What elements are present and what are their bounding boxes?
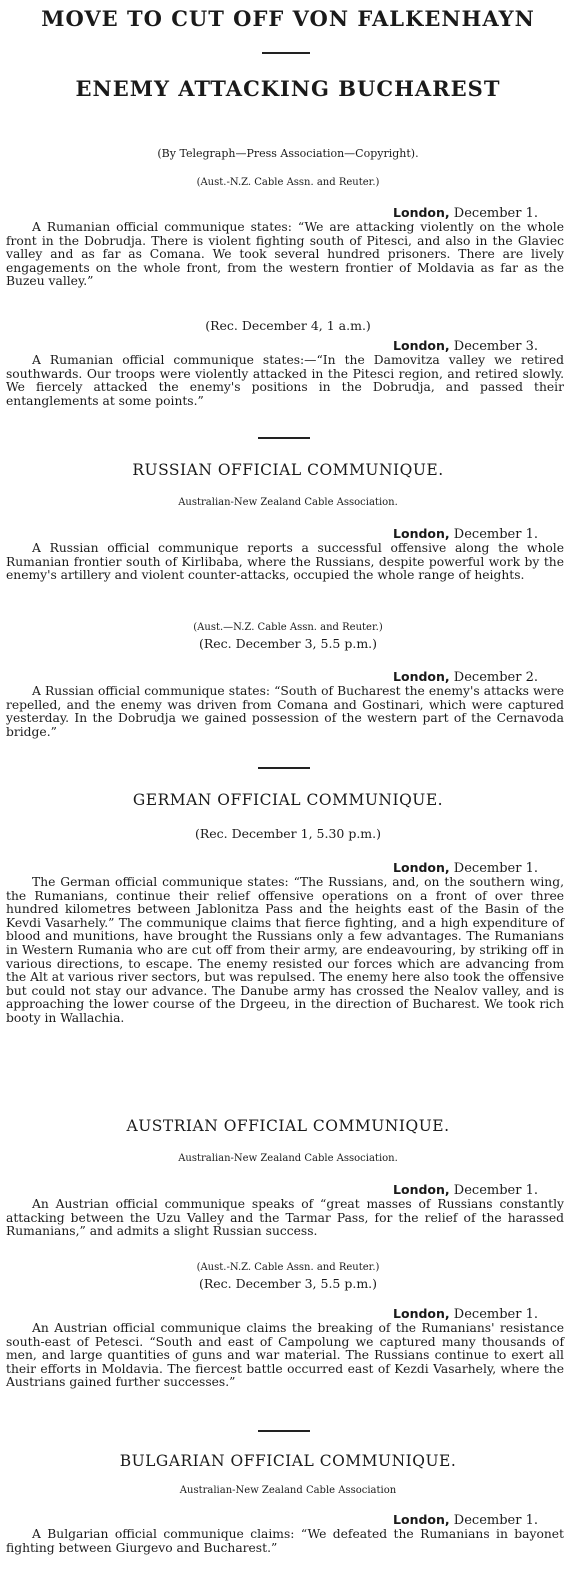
dateline-place: London, [393, 1306, 450, 1321]
dateline-date: December 1. [449, 861, 538, 876]
dateline-date: December 1. [449, 527, 538, 542]
dateline [393, 1512, 538, 1528]
austrian-section-title: AUSTRIAN OFFICIAL COMMUNIQUE. [126, 1117, 450, 1135]
dateline-place: London, [393, 1182, 450, 1197]
dateline-date: December 2. [449, 670, 538, 685]
dateline-place: London, [393, 860, 450, 875]
dateline [393, 1306, 538, 1322]
german-communique: The German official communique states: “The Russians, and, on the southern wing, the Rumanians, continue their relief offensive operations on a front of over three hundred kilometres between Jablonitza Pass and the heights east of the Basin of the Kevdi Vasarhely.” The communique claims that fierce fighting, and a high expenditure of blood and munitions, have brought the Russians only a few advantages. The Rumanians in Western Rumania who are cut off from their army, are endeavouring, by striking off in various directions, to escape. The enemy resisted our forces which are advancing from the Alt at various river sectors, but was repulsed. The enemy here also took the offensive but could not stay our advance. The Danube army has crossed the Nealov valley, and is approaching the lower course of the Drgeeu, in the direction of Bucharest. We took rich booty in Wallachia. [6, 875, 564, 1025]
german-received-note: (Rec. December 1, 5.30 p.m.) [194, 826, 382, 841]
dateline-date: December 1. [449, 206, 538, 221]
german-section-title: GERMAN OFFICIAL COMMUNIQUE. [132, 791, 444, 809]
sub-headline: ENEMY ATTACKING BUCHAREST [75, 76, 501, 101]
dateline-place: London, [393, 205, 450, 220]
russian-association: Australian-New Zealand Cable Association. [178, 497, 398, 508]
austrian-association: Australian-New Zealand Cable Association. [178, 1153, 398, 1164]
section-divider [258, 767, 310, 769]
dateline-place: London, [393, 338, 450, 353]
austrian-communique-2: An Austrian official communique claims the breaking of the Rumanians' resistance south-east of Petesci. “South and east of Campolung we captured many thousands of men, and large quantities of guns and war material. The Russians continue to exert all their efforts in Moldavia. The fiercest battle occurred east of Kezdi Vasarhely, where the Austrians gained further successes.” [6, 1321, 564, 1390]
dateline-date: December 1. [449, 1307, 538, 1322]
austrian-cable-credit: (Aust.-N.Z. Cable Assn. and Reuter.) [196, 1262, 380, 1273]
main-headline: MOVE TO CUT OFF VON FALKENHAYN [41, 6, 535, 31]
russian-communique-2: A Russian official communique states: “South of Bucharest the enemy's attacks were repelled, and the enemy was driven from Comana and Gostinari, which were captured yesterday. In the Dobrudja we gained possession of the western part of the Cernavoda bridge.” [6, 684, 564, 739]
telegraph-credit: (By Telegraph—Press Association—Copyright). [157, 147, 419, 160]
cable-credit: (Aust.-N.Z. Cable Assn. and Reuter.) [196, 177, 380, 188]
russian-section-title: RUSSIAN OFFICIAL COMMUNIQUE. [132, 461, 444, 479]
section-divider [258, 437, 310, 439]
austrian-communique-1: An Austrian official communique speaks of “great masses of Russians constantly attacking between the Uzu Valley and the Tarmar Pass, for the relief of the harassed Rumanians,” and admits a slight Russian success. [6, 1197, 564, 1239]
dateline-date: December 3. [449, 339, 538, 354]
russian-cable-credit: (Aust.—N.Z. Cable Assn. and Reuter.) [193, 622, 383, 633]
headline-divider [262, 52, 310, 54]
dateline [393, 669, 538, 685]
russian-communique-1: A Russian official communique reports a successful offensive along the whole Rumanian frontier south of Kirlibaba, where the Russians, despite powerful work by the enemy's artillery and violent counter-attacks, occupied the whole range of heights. [6, 541, 564, 583]
russian-received-note: (Rec. December 3, 5.5 p.m.) [198, 636, 378, 651]
dateline [393, 526, 538, 542]
dateline [393, 860, 538, 876]
dateline-date: December 1. [449, 1513, 538, 1528]
dateline-place: London, [393, 669, 450, 684]
dateline-date: December 1. [449, 1183, 538, 1198]
received-note: (Rec. December 4, 1 a.m.) [205, 318, 371, 333]
austrian-received-note: (Rec. December 3, 5.5 p.m.) [198, 1276, 378, 1291]
rumanian-communique-1: A Rumanian official communique states: “We are attacking violently on the whole front in the Dobrudja. There is violent fighting south of Pitesci, and also in the Glaviec valley and as far as Comana. We took several hundred prisoners. There are lively engagements on the whole front, from the western frontier of Moldavia as far as the Buzeu valley.” [6, 220, 564, 289]
rumanian-communique-2: A Rumanian official communique states:—“In the Damovitza valley we retired southwards. Our troops were violently attacked in the Pitesci region, and retired slowly. We fiercely attacked the enemy's positions in the Dobrudja, and passed their entanglements at some points.” [6, 353, 564, 408]
dateline [393, 338, 538, 354]
dateline [393, 205, 538, 221]
section-divider [258, 1430, 310, 1432]
dateline-place: London, [393, 1512, 450, 1527]
bulgarian-association: Australian-New Zealand Cable Association [179, 1485, 397, 1496]
bulgarian-communique: A Bulgarian official communique claims: “We defeated the Rumanians in bayonet fighting between Giurgevo and Bucharest.” [6, 1527, 564, 1555]
dateline [393, 1182, 538, 1198]
bulgarian-section-title: BULGARIAN OFFICIAL COMMUNIQUE. [119, 1452, 457, 1470]
dateline-place: London, [393, 526, 450, 541]
